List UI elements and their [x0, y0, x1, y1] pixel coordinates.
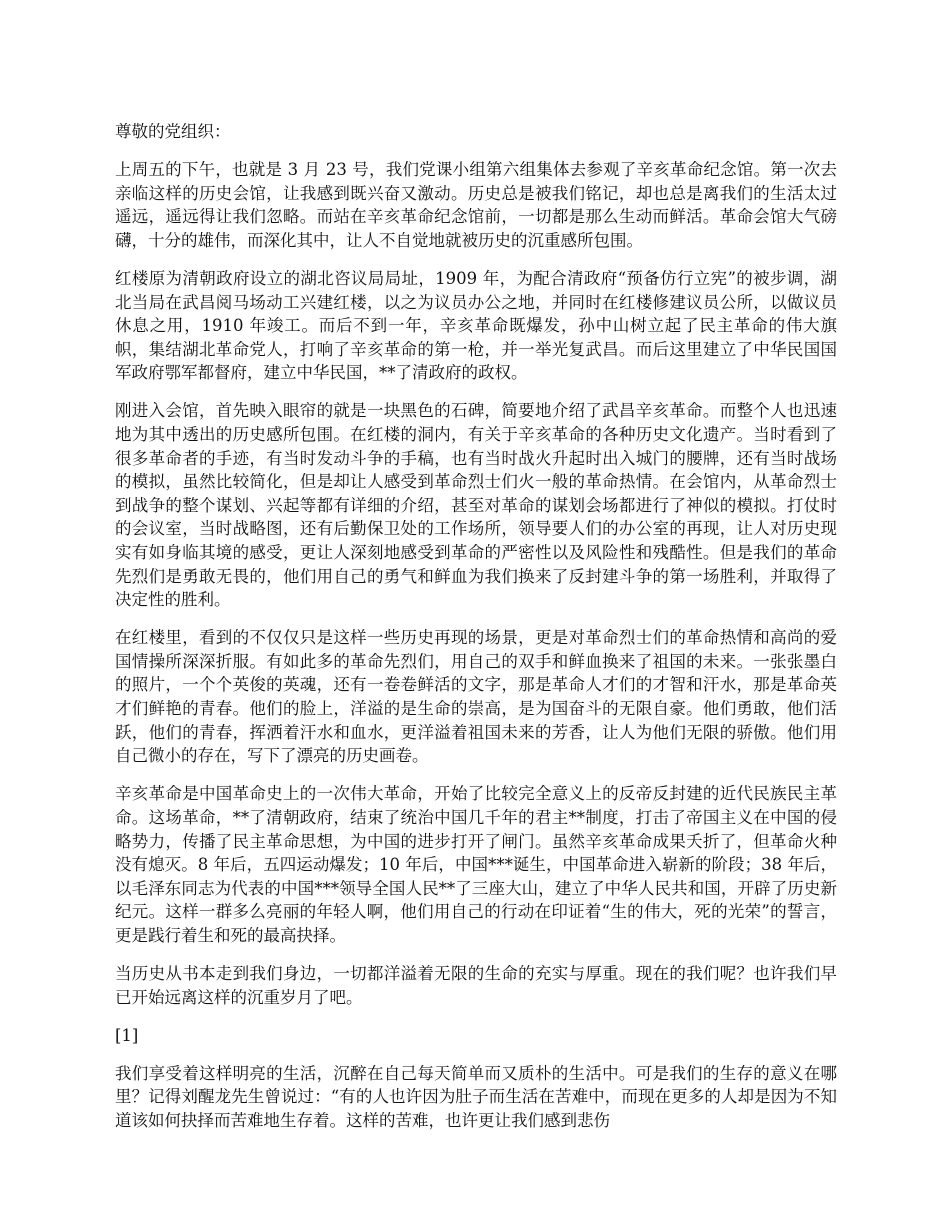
salutation: 尊敬的党组织：	[115, 122, 231, 141]
paragraph-revolution-significance: 辛亥革命是中国革命史上的一次伟大革命，开始了比较完全意义上的反帝反封建的近代民族民主革命。这场革命，**了清朝政府，结束了统治中国几千年的君主**制度，打击了帝国主义在中国的侵略势力，传播了民主革命思想，为中国的进步打开了闸门。虽然辛亥革命成果夭折了，但革命火种没有熄灭。8 年后，五四运动爆发；10 年后，中国***诞生，中国革命进入崭新的阶段；38 年后，以毛泽东同志为代表的中国***领导全国人民**了三座大山，建立了中华人民共和国，开辟了历史新纪元。这样一群多么亮丽的年轻人啊，他们用自己的行动在印证着“生的伟大，死的光荣”的誓言，更是践行着生和死的最高抉择。	[115, 784, 837, 945]
paragraph-meaning-of-life: 我们享受着这样明亮的生活，沉醉在自己每天简单而又质朴的生活中。可是我们的生存的意义在哪里？记得刘醒龙先生曾说过：“有的人也许因为肚子而生活在苦难中，而现在更多的人却是因为不知道该如何抉择而苦难地生存着。这样的苦难，也许更让我们感到悲伤	[115, 1063, 837, 1130]
paragraph-red-building-history: 红楼原为清朝政府设立的湖北咨议局局址，1909 年，为配合清政府“预备仿行立宪”的被步调，湖北当局在武昌阅马场动工兴建红楼，以之为议员办公之地，并同时在红楼修建议员公所，以做议员休息之用，1910 年竣工。而后不到一年，辛亥革命既爆发，孙中山树立起了民主革命的伟大旗帜，集结湖北革命党人，打响了辛亥革命的第一枪，并一举光复武昌。而后这里建立了中华民国国军政府鄂军都督府，建立中华民国，**了清政府的政权。	[115, 268, 837, 383]
paragraph-visit: 上周五的下午，也就是 3 月 23 号，我们党课小组第六组集体去参观了辛亥革命纪念馆。第一次去亲临这样的历史会馆，让我感到既兴奋又激动。历史总是被我们铭记，却也总是离我们的生活太过遥远，遥远得让我们忽略。而站在辛亥革命纪念馆前，一切都是那么生动而鲜活。革命会馆大气磅礴，十分的雄伟，而深化其中，让人不自觉地就被历史的沉重感所包围。	[115, 160, 837, 250]
footnote-marker: [1]	[115, 1025, 139, 1045]
letter-page	[115, 120, 837, 1147]
paragraph-martyrs: 在红楼里，看到的不仅仅只是这样一些历史再现的场景，更是对革命烈士们的革命热情和高尚的爱国情操所深深折服。有如此多的革命先烈们，用自己的双手和鲜血换来了祖国的未来。一张张墨白的照片，一个个英俊的英魂，还有一卷卷鲜活的文字，那是革命人才们的才智和汗水，那是革命英才们鲜艳的青春。他们的脸上，洋溢的是生命的崇高，是为国奋斗的无限自豪。他们勇敢，他们活跃，他们的青春，挥洒着汗水和血水，更洋溢着祖国未来的芳香，让人为他们无限的骄傲。他们用自己微小的存在，写下了漂亮的历史画卷。	[115, 628, 837, 766]
paragraph-museum-exhibits: 刚进入会馆，首先映入眼帘的就是一块黑色的石碑，简要地介绍了武昌辛亥革命。而整个人也迅速地为其中透出的历史感所包围。在红楼的洞内，有关于辛亥革命的各种历史文化遗产。当时看到了很多革命者的手迹，有当时发动斗争的手稿，也有当时战火升起时出入城门的腰牌，还有当时战场的模拟，虽然比较简化，但是却让人感受到革命烈士们火一般的革命热情。在会馆内，从革命烈士到战争的整个谋划、兴起等都有详细的介绍，甚至对革命的谋划会场都进行了神似的模拟。打仗时的会议室，当时战略图，还有后勤保卫处的工作场所，领导要人们的办公室的再现，让人对历史现实有如身临其境的感受，更让人深刻地感受到革命的严密性以及风险性和残酷性。但是我们的革命先烈们是勇敢无畏的，他们用自己的勇气和鲜血为我们换来了反封建斗争的第一场胜利，并取得了决定性的胜利。	[115, 401, 837, 610]
paragraph-reflection: 当历史从书本走到我们身边，一切都洋溢着无限的生命的充实与厚重。现在的我们呢？也许我们早已开始远离这样的沉重岁月了吧。	[115, 964, 837, 1007]
